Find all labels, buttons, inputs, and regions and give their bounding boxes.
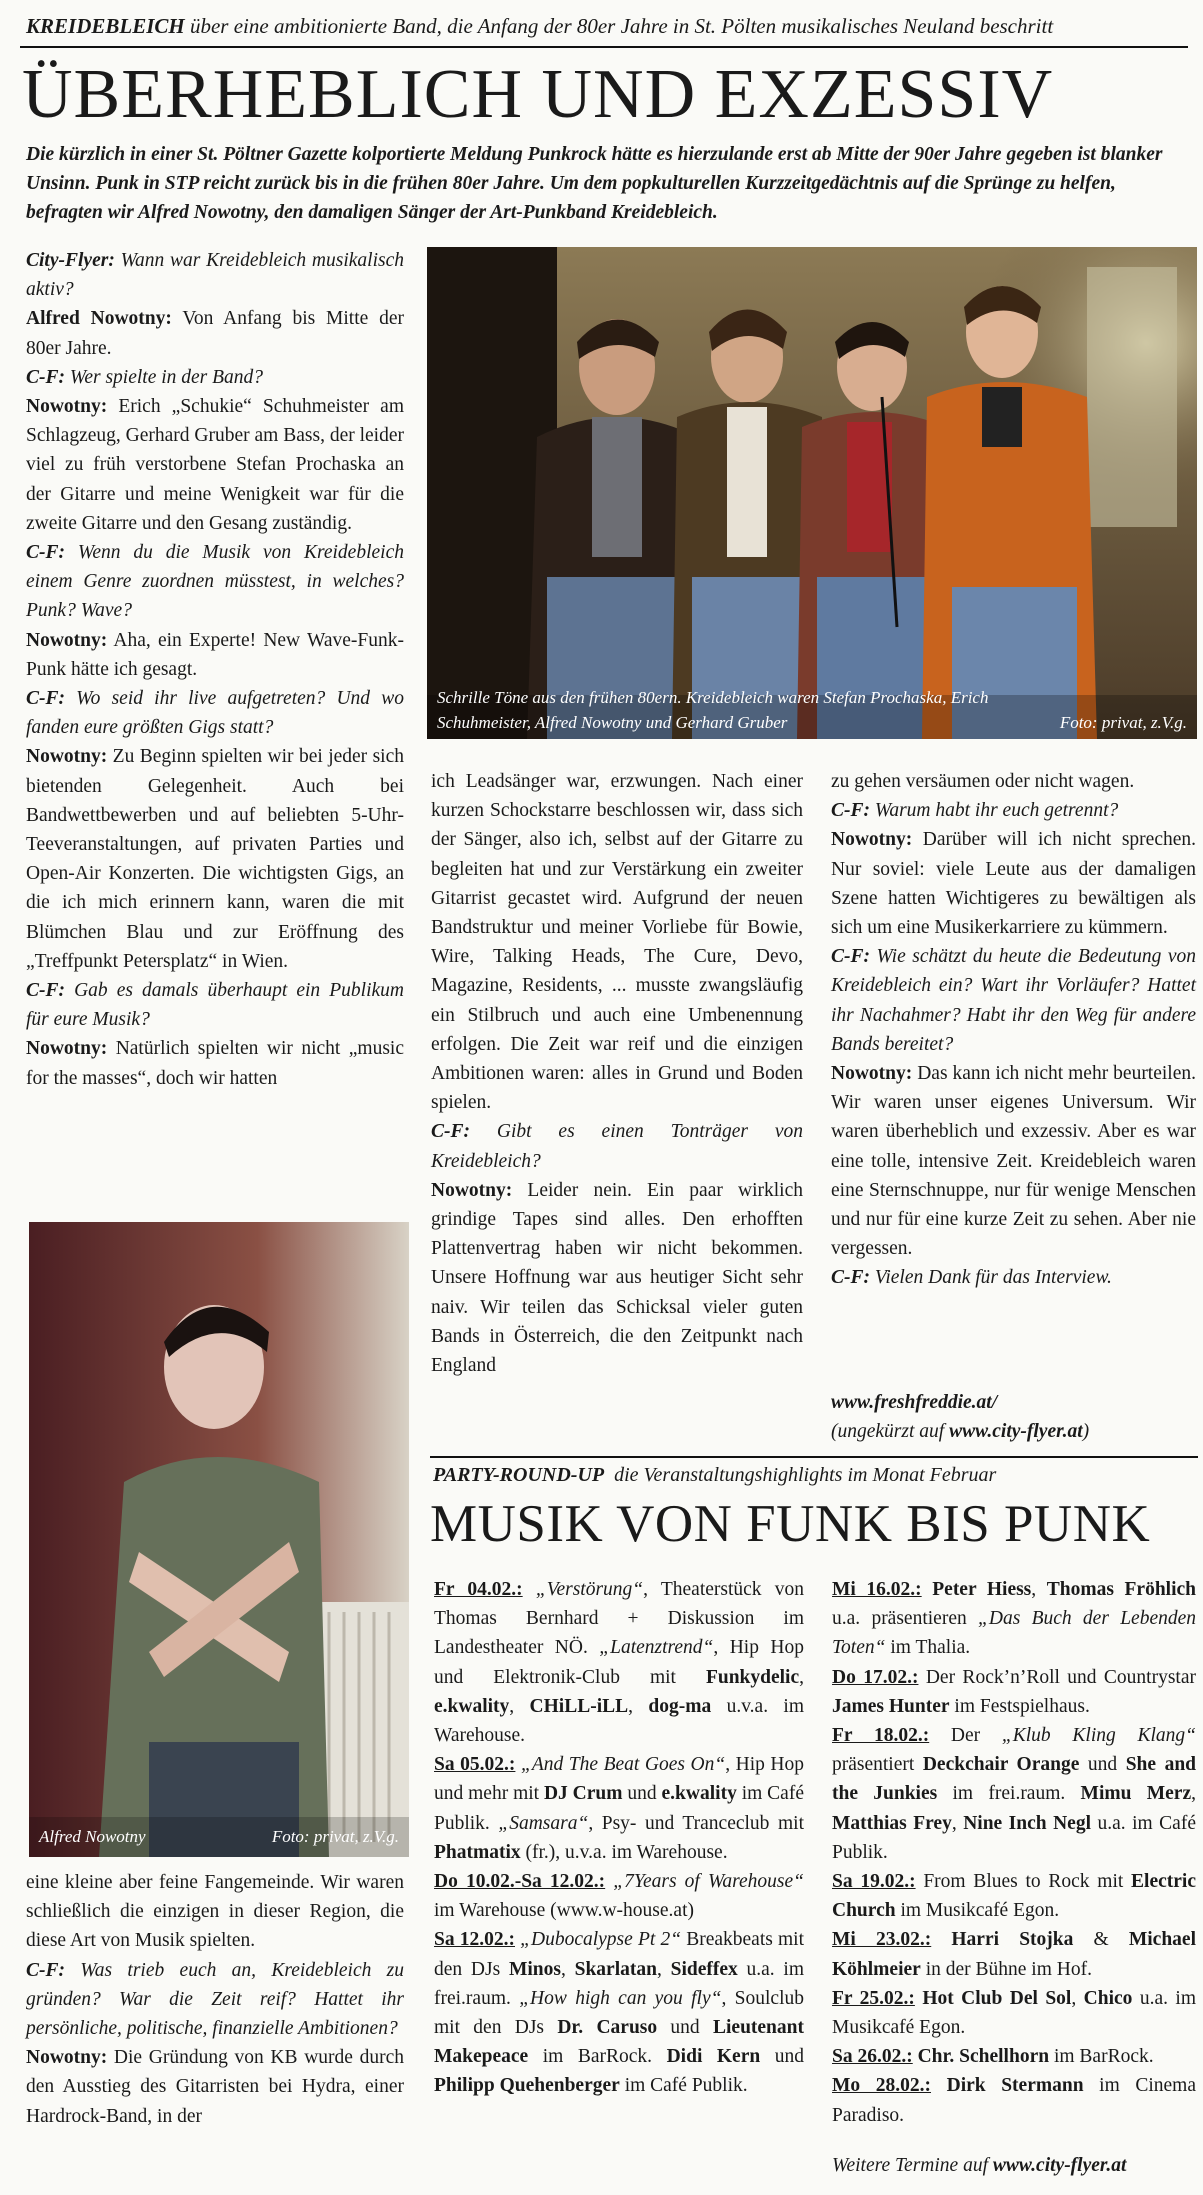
interview-question xyxy=(831,942,1196,1059)
speaker-label: Nowotny: xyxy=(26,2047,108,2069)
events-column-left xyxy=(434,1575,804,2101)
interview-text: Zu Beginn spielten wir bei jeder sich bietenden Gelegenheit. Auch bei Bandwettbewerben und auf beliebten 5-Uhr-Teeveranstaltungen, auf privaten Parties und Open-Air Konzerten. Die wichtigsten Gigs, an die ich mich erinnern kann, waren die mit Blümchen Blau und zur Eröffnung des „Treffpunkt Petersplatz“ in Wien. xyxy=(26,746,404,972)
interview-text: Erich „Schukie“ Schuhmeister am Schlagzeug, Gerhard Gruber am Bass, der leider viel zu früh verstorbene Stefan Prochaska an der Gitarre und meine Wenigkeit war für die zweite Gitarre und den Gesang zuständig. xyxy=(26,396,404,534)
kicker xyxy=(26,14,1186,39)
event-date: Mi 23.02.: xyxy=(832,1929,932,1951)
interview-column-1 xyxy=(26,246,404,1093)
speaker-label: C-F: xyxy=(26,542,65,564)
speaker-label: C-F: xyxy=(431,1121,470,1143)
event-entry xyxy=(832,1867,1196,1925)
event-date: Sa 19.02.: xyxy=(832,1871,916,1893)
interview-question xyxy=(431,1117,803,1175)
band-photo-credit: Foto: privat, z.V.g. xyxy=(1059,713,1187,732)
interview-text: Die Gründung von KB wurde durch den Ausstieg des Gitarristen bei Hydra, einer Hardrock-Band, in der xyxy=(26,2047,404,2127)
event-entry xyxy=(832,1721,1196,1867)
link-suffix: ) xyxy=(1082,1421,1090,1443)
event-entry xyxy=(832,1663,1196,1721)
more-link[interactable]: www.city-flyer.at xyxy=(992,2155,1127,2176)
interview-answer xyxy=(431,1176,803,1380)
interview-column-2 xyxy=(431,767,803,1380)
event-description: „Dubocalypse Pt 2“ Breakbeats mit den DJs Minos, Skarlatan, Sideffex u.a. im frei.raum. „How high can you fly“, Soulclub mit den DJs Dr. Caruso und Lieutenant Makepeace im BarRock. Didi Kern und Philipp Quehenberger im Café Publik. xyxy=(434,1929,805,2097)
portrait-caption: Alfred Nowotny xyxy=(39,1827,146,1846)
interview-question xyxy=(831,1263,1196,1292)
event-entry xyxy=(434,1575,804,1750)
event-entry xyxy=(434,1867,804,1925)
interview-answer xyxy=(26,742,404,976)
interview-question xyxy=(26,976,404,1034)
events-kicker-bold: PARTY-ROUND-UP xyxy=(433,1464,605,1486)
link-freshfreddie[interactable]: www.freshfreddie.at/ xyxy=(831,1392,998,1413)
speaker-label: C-F: xyxy=(26,980,65,1002)
interview-text: zu gehen versäumen oder nicht wagen. xyxy=(831,771,1135,792)
interview-text: Warum habt ihr euch getrennt? xyxy=(870,800,1119,822)
interview-question xyxy=(26,684,404,742)
speaker-label: C-F: xyxy=(26,688,65,710)
top-rule xyxy=(20,46,1188,48)
speaker-label: C-F: xyxy=(831,1267,870,1289)
events-rule xyxy=(430,1456,1198,1458)
event-description: Chr. Schellhorn im BarRock. xyxy=(917,2046,1154,2068)
event-date: Do 10.02.-Sa 12.02.: xyxy=(434,1871,606,1893)
interview-text: Wo seid ihr live aufgetreten? Und wo fanden eure größten Gigs statt? xyxy=(26,688,404,739)
interview-text: Natürlich spielten wir nicht „music for the masses“, doch wir hatten xyxy=(26,1038,404,1089)
event-description: „7Years of Warehouse“ im Warehouse (www.w-house.at) xyxy=(434,1871,805,1922)
speaker-label: Nowotny: xyxy=(26,396,108,418)
portrait-photo xyxy=(29,1222,409,1857)
link-prefix: (ungekürzt auf xyxy=(831,1421,950,1443)
event-description: From Blues to Rock mit Electric Church im Musikcafé Egon. xyxy=(832,1871,1196,1922)
event-entry xyxy=(434,1925,804,2100)
interview-question xyxy=(26,538,404,626)
speaker-label: City-Flyer: xyxy=(26,250,115,271)
event-description: Peter Hiess, Thomas Fröhlich u.a. präsentieren „Das Buch der Lebenden Toten“ im Thalia. xyxy=(832,1579,1197,1659)
link-city-flyer[interactable]: www.city-flyer.at xyxy=(949,1421,1083,1443)
interview-text: Wie schätzt du heute die Bedeutung von Kreidebleich ein? Wart ihr Vorläufer? Hattet ihr Nachahmer? Habt ihr den Weg für andere Bands bereitet? xyxy=(831,946,1196,1055)
events-kicker-text: die Veranstaltungshighlights im Monat Februar xyxy=(614,1464,997,1486)
link-city-flyer-line xyxy=(831,1417,1196,1446)
event-date: Do 17.02.: xyxy=(832,1666,919,1688)
events-column-right xyxy=(832,1575,1196,2130)
interview-text: eine kleine aber feine Fangemeinde. Wir waren schließlich die einzigen in dieser Region, die diese Art von Musik spielten. xyxy=(26,1872,404,1952)
speaker-label: Nowotny: xyxy=(831,829,913,851)
interview-answer xyxy=(26,1034,404,1092)
event-date: Mo 28.02.: xyxy=(832,2075,931,2097)
interview-text: Gibt es einen Tonträger von Kreidebleich? xyxy=(431,1121,803,1172)
event-entry xyxy=(434,1750,804,1867)
interview-column-3 xyxy=(831,767,1196,1293)
interview-answer xyxy=(831,825,1196,942)
event-description: „Verstörung“, Theaterstück von Thomas Bernhard + Diskussion im Landestheater NÖ. „Latenztrend“, Hip Hop und Elektronik-Club mit Funkydelic, e.kwality, CHiLL-iLL, dog-ma u.v.a. im Warehouse. xyxy=(434,1579,805,1747)
speaker-label: Nowotny: xyxy=(26,746,108,768)
interview-answer xyxy=(831,1059,1196,1263)
event-date: Fr 04.02.: xyxy=(434,1579,523,1600)
interview-text: Wenn du die Musik von Kreidebleich einem Genre zuordnen müsstest, in welches? Punk? Wave? xyxy=(26,542,404,622)
interview-answer xyxy=(26,626,404,684)
event-description: „And The Beat Goes On“, Hip Hop und mehr mit DJ Crum und e.kwality im Café Publik. „Samsara“, Psy- und Tranceclub mit Phatmatix (fr.), u.v.a. im Warehouse. xyxy=(434,1754,805,1863)
interview-question xyxy=(26,246,404,304)
interview-text: Aha, ein Experte! New Wave-Funk-Punk hätte ich gesagt. xyxy=(26,629,404,680)
links-block xyxy=(831,1388,1196,1446)
kicker-text: über eine ambitionierte Band, die Anfang der 80er Jahre in St. Pölten musikalisches Neuland beschritt xyxy=(189,14,1054,38)
interview-text: Darüber will ich nicht sprechen. Nur soviel: viele Leute aus der damaligen Szene hatten Wichtigeres zu bewältigen als sich um eine Musikerkarriere zu kümmern. xyxy=(831,829,1196,939)
kicker-band: KREIDEBLEICH xyxy=(26,14,185,38)
band-photo-caption-line2: Schuhmeister, Alfred Nowotny und Gerhard Gruber xyxy=(437,713,788,732)
event-entry xyxy=(832,1575,1196,1663)
interview-question xyxy=(831,796,1196,825)
event-description: Der „Klub Kling Klang“ präsentiert Deckchair Orange und She and the Junkies im frei.raum. Mimu Merz, Matthias Frey, Nine Inch Negl u.a. im Café Publik. xyxy=(832,1725,1197,1863)
event-description: Harri Stojka & Michael Köhlmeier in der Bühne im Hof. xyxy=(832,1929,1197,1980)
speaker-label: C-F: xyxy=(831,800,870,822)
interview-text: Wer spielte in der Band? xyxy=(65,366,264,388)
event-entry xyxy=(832,1984,1196,2042)
more-dates xyxy=(832,2155,1196,2177)
interview-text: Gab es damals überhaupt ein Publikum für eure Musik? xyxy=(26,980,404,1031)
speaker-label: C-F: xyxy=(26,366,65,388)
interview-text: Leider nein. Ein paar wirklich grindige Tapes sind alles. Den erhofften Plattenvertrag haben wir nicht bekommen. Unsere Hoffnung war aus heutiger Sicht sehr naiv. Wir teilen das Schicksal vieler guten Bands in Österreich, die den Zeitpunkt nach England xyxy=(431,1179,803,1377)
interview-text: ich Leadsänger war, erzwungen. Nach einer kurzen Schockstarre beschlossen wir, dass sich der Sänger, also ich, selbst auf der Gitarre zu begleiten hat und zur Verstärkung ein zweiter Gitarrist gecastet wird. Aufgrund der neuen Bandstruktur und meiner Vorliebe für Bowie, Wire, Talking Heads, The Cure, Devo, Magazine, Residents, ... musste zwangsläufig ein Stilbruch und auch eine Umbenennung erfolgen. Die Zeit war reif und die einzigen Ambitionen waren: alles in Grund und Boden spielen. xyxy=(431,771,803,1114)
interview-answer xyxy=(26,304,404,362)
event-date: Sa 05.02.: xyxy=(434,1754,516,1776)
speaker-label: Nowotny: xyxy=(26,1038,108,1060)
interview-text: Vielen Dank für das Interview. xyxy=(870,1267,1112,1289)
more-prefix: Weitere Termine auf xyxy=(832,2155,993,2176)
event-description: Dirk Stermann im Cinema Paradiso. xyxy=(832,2075,1196,2126)
event-date: Sa 12.02.: xyxy=(434,1929,515,1951)
event-entry xyxy=(832,2071,1196,2129)
event-entry xyxy=(832,2042,1196,2071)
events-headline: MUSIK VON FUNK BIS PUNK xyxy=(430,1495,1151,1553)
interview-text: Was trieb euch an, Kreidebleich zu gründen? War die Zeit reif? Hattet ihr persönliche, politische, finanzielle Ambitionen? xyxy=(26,1959,404,2040)
interview-answer xyxy=(431,767,803,1117)
speaker-label: Alfred Nowotny: xyxy=(26,308,172,330)
interview-question xyxy=(26,363,404,392)
interview-answer xyxy=(831,767,1196,796)
interview-question xyxy=(26,1956,404,2044)
interview-answer xyxy=(26,2043,404,2131)
speaker-label: C-F: xyxy=(26,1959,65,1981)
band-photo-caption-line1: Schrille Töne aus den frühen 80ern. Kreidebleich waren Stefan Prochaska, Erich xyxy=(437,688,989,707)
event-entry xyxy=(832,1925,1196,1983)
event-date: Sa 26.02.: xyxy=(832,2046,913,2068)
interview-text: Das kann ich nicht mehr beurteilen. Wir waren unser eigenes Universum. Wir waren überheblich und exzessiv. Aber es war eine tolle, intensive Zeit. Kreidebleich waren eine Sternschnuppe, nur für wenige Menschen und nur für eine kurze Zeit zu sehen. Aber nie vergessen. xyxy=(831,1063,1196,1260)
interview-answer xyxy=(26,1868,404,1956)
portrait-credit: Foto: privat, z.V.g. xyxy=(271,1827,399,1846)
headline: ÜBERHEBLICH UND EXZESSIV xyxy=(22,56,1054,133)
lead-paragraph: Die kürzlich in einer St. Pöltner Gazette kolportierte Meldung Punkrock hätte es hierzulande erst ab Mitte der 90er Jahre gegeben ist blanker Unsinn. Punk in STP reicht zurück bis in die frühen 80er Jahre. Um dem popkulturellen Kurzzeitgedächtnis auf die Sprünge zu helfen, befragten wir Alfred Nowotny, den damaligen Sänger der Art-Punkband Kreidebleich. xyxy=(26,144,1163,223)
speaker-label: Nowotny: xyxy=(831,1063,913,1085)
band-photo xyxy=(427,247,1197,739)
band-photo-image xyxy=(427,247,1197,739)
speaker-label: C-F: xyxy=(831,946,870,968)
event-date: Fr 18.02.: xyxy=(832,1725,930,1747)
portrait-photo-image xyxy=(29,1222,409,1857)
speaker-label: Nowotny: xyxy=(431,1179,513,1201)
event-description: Der Rock’n’Roll und Countrystar James Hunter im Festspielhaus. xyxy=(832,1666,1196,1717)
speaker-label: Nowotny: xyxy=(26,629,108,651)
interview-text: Von Anfang bis Mitte der 80er Jahre. xyxy=(26,308,404,359)
event-description: Hot Club Del Sol, Chico u.a. im Musikcafé Egon. xyxy=(832,1987,1196,2039)
event-date: Fr 25.02.: xyxy=(832,1987,915,2009)
interview-text: Wann war Kreidebleich musikalisch aktiv? xyxy=(26,250,404,301)
events-kicker xyxy=(433,1464,996,1487)
interview-column-1-continued xyxy=(26,1868,404,2131)
event-date: Mi 16.02.: xyxy=(832,1579,922,1600)
interview-answer xyxy=(26,392,404,538)
